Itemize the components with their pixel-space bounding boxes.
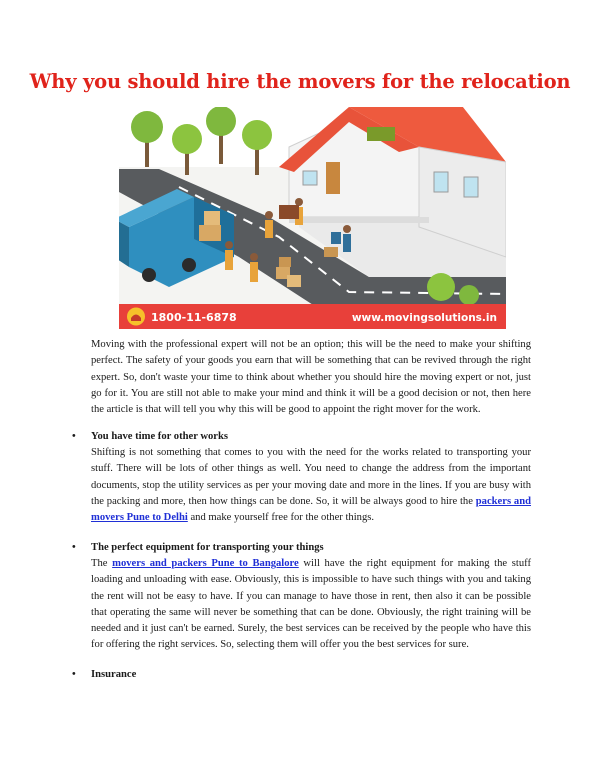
moving-scene-image xyxy=(119,107,506,329)
hero-illustration xyxy=(119,107,506,329)
section-paragraph-1: Shifting is not something that comes to you with the need for the works related to transporting your stuff. There will be lots of other things as well. You need to change the address from the important documents, stop the utility services as per your moving date and more in the lines. If you are busy with the packing and more, then how things can be done. So, it will be always good to hire the packers and movers Pune to Delhi and make yourself free for the other things. xyxy=(91,447,531,524)
packers-movers-pune-delhi-link[interactable]: packers and movers Pune to Delhi xyxy=(91,495,531,524)
movers-packers-pune-bangalore-link[interactable]: movers and packers Pune to Bangalore xyxy=(112,558,299,569)
section-paragraph-2: The movers and packers Pune to Bangalore will have the right equipment for making the stuff loading and unloading with ease. Obviously, this is impossible to have such things with you and taking the rent will not be easy to have. If you can manage to have those in rent, then also it can be possible that operating the same will never be something that can be done. Obviously, the right training will be needed and it just can't be earned. Surely, the best services can be received by the people who have this for offering the right services. So, selecting them will offer you the best services for sure. xyxy=(91,558,531,651)
banner-phone: 1800-11-6878 xyxy=(151,311,237,324)
document-page: Why you should hire the movers for the relocation 1800-11-6878 www.movingsolutions.in Moving with the professional expert will not be an option; this will be the need to make your shifting perfect. The safety of your goods you earn that will be something that can be revived through the right expert. So, don't waste your time to think about whether you should hire the moving expert or not, just go for it. You are still not able to make your mind and think it will be a good decision or not, then here the article is that will tell you why this will be good to appoint the right mover for the work. • You have time for other works Shifting is not something that comes to you with the need for the works related to transporting your stuff. There will be lots of other things as well. You need to change the address from the important documents, stop the utility services as per your moving date and more in the lines. If you are busy with the packing and more, then how things can be done. So, it will be always good to hire the packers and movers Pune to Delhi and make yourself free for the other things. • The perfect equipment for transporting your things The movers and packers Pune to Bangalore will have the right equipment for making the stuff loading and unloading with ease. Obviously, this is impossible to have such things with you and taking the rent will not be easy to have. If you can manage to have those in rent, then also it can be possible that operating the same will never be something that can be done. Obviously, the right training will be needed and it just can't be earned. Surely, the best services can be received by the people who have this for offering the right services. So, selecting them will offer you the best services for sure. • Insurance xyxy=(0,0,600,776)
bullet-icon: • xyxy=(72,542,76,553)
banner-website: www.movingsolutions.in xyxy=(351,312,497,324)
intro-paragraph: Moving with the professional expert will not be an option; this will be the need to make your shifting perfect. The safety of your goods you earn that will be something that can be revived through the right expert. So, don't waste your time to think about whether you should hire the moving expert or not, just go for it. You are still not able to make your mind and think it will be a good decision or not, then here the article is that will tell you why this will be good to appoint the right mover for the work. xyxy=(91,339,531,416)
page-title: Why you should hire the movers for the relocation xyxy=(29,70,571,93)
bullet-icon: • xyxy=(72,669,76,680)
bullet-icon: • xyxy=(72,431,76,442)
